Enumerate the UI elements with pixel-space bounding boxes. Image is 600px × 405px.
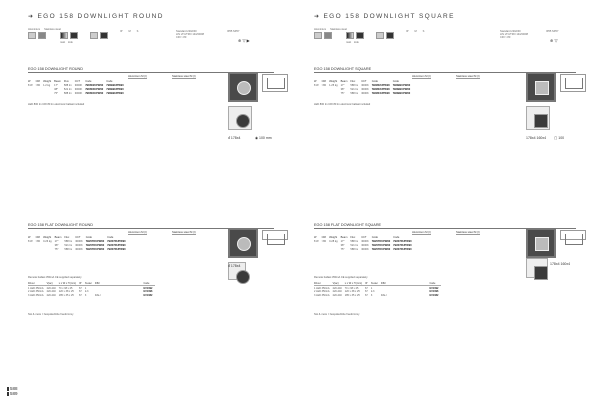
dimensions: 178x4 160x4: [526, 136, 547, 140]
driver-table: [28, 282, 155, 298]
section-title: EGO 158 DOWNLIGHT SQUARE: [314, 67, 576, 73]
ip-rating: IP65 SP67: [227, 30, 240, 33]
table-row: 1 LED 350mA 220-240 70 x 38 x 25 67 1 EV1092: [28, 286, 153, 290]
finish-sublabel: matt: [60, 41, 66, 44]
spec-line: CRI > 80: [500, 36, 511, 40]
finish-swatch: [346, 32, 354, 39]
icon-label: S: [422, 30, 425, 33]
spec-line: CRI > 80: [176, 36, 187, 40]
finish-swatch: [70, 32, 78, 39]
finish-swatch: [28, 32, 36, 39]
finish-head-stainless: Stainless steel M (I): [456, 231, 480, 234]
finish-head-stainless: Stainless steel M (I): [172, 75, 196, 78]
cut-out: ◉ 100 mm: [255, 136, 272, 140]
footer-note: Not & more = bespoke/fobe freeformmy: [314, 313, 360, 316]
page-title: ➜ EGO 158 DOWNLIGHT ROUND: [28, 13, 164, 20]
product-photo: [526, 258, 548, 278]
finish-label: Stainless steel: [330, 28, 347, 31]
section-title: EGO 158 DOWNLIGHT ROUND: [28, 67, 274, 73]
arrow-icon: ➜: [314, 14, 321, 20]
icon-labels: [406, 30, 424, 33]
table-row: 38° 521 lm 3000K 7B207DUPW90 7B207DUPW90: [340, 243, 412, 247]
arrow-icon: ➜: [28, 14, 35, 20]
table-row: 2 LED 350mA 220-240 120 x 38 x 25 67 2-3 EV1096: [314, 290, 439, 294]
section-note: LED 800 lm CRI 80 lm electronic ballast included: [28, 103, 85, 106]
finish-swatch: [356, 32, 364, 39]
table-row: 8 W >80 0.28 kg 17° 588 lm 3000K 7B207DUPW90 7B207DUPW90: [314, 239, 412, 243]
finish-head-stainless: Stainless steel M (I): [172, 231, 196, 234]
table-header-row: W CRI Weight Beam Flux CCT Code Code: [28, 79, 113, 83]
driver-note: Remote ballast 350mA CE supplied separately: [314, 276, 368, 279]
table-row: 8 W >80 1.2 kg 17° 588 lm 3000K 7B0802UPW90 7B0BBUPW90: [28, 83, 124, 87]
table-row: 38° 521 lm 3000K 7B0803UPW90 7B0BBUPW90: [340, 87, 411, 91]
footer-note: Not & more = bespoke/fobe freeformmy: [28, 313, 74, 316]
finish-sublabels: [346, 41, 359, 44]
icon-label: IP: [120, 30, 123, 33]
icon-label: M: [414, 30, 417, 33]
table-row: 1 LED 350mA 220-240 70 x 38 x 25 67 1 EV1092: [314, 286, 439, 290]
finish-swatch: [314, 32, 322, 39]
spec-lines: [176, 30, 204, 40]
finish-head-aluminium: Aluminium M (I): [412, 75, 431, 78]
cut-out: ▢ 100: [554, 136, 565, 140]
finish-label: Aluminium: [314, 28, 327, 31]
technical-drawing: [262, 74, 288, 92]
finish-head-aluminium: Aluminium M (I): [412, 231, 431, 234]
dimensions: 178x4 160x4: [550, 262, 571, 266]
finish-sublabels: [60, 41, 73, 44]
finish-labels: [28, 28, 61, 31]
finish-sublabel: look: [354, 41, 359, 44]
table-row: 75° 588 lm 3000K 7B207DUPW90 7B207DUPW90: [340, 248, 412, 252]
product-photo: [526, 106, 550, 130]
table-row: 38° 521 lm 3000K 7B207DUPW90 7B207DUPW90: [54, 243, 126, 247]
spec-line: LIN LTC/TRO 14/230/08: [500, 33, 528, 37]
spec-table: [314, 79, 413, 96]
driver-table: [314, 282, 441, 298]
finish-head-stainless: Stainless steel M (I): [456, 75, 480, 78]
certification-icons: ⊕ ▽ ▶: [238, 38, 250, 43]
table-header-row: Driver V(ac) L x W x H (mm) IP N.elec DIM Code: [314, 282, 441, 286]
table-header-row: W CRI Weight Beam Flux CCT Code Code: [28, 235, 114, 239]
table-row: 3 LED 350mA 220-240 185 x 35 x 25 67 3 DALI EV1082: [314, 294, 439, 298]
finish-swatch: [38, 32, 46, 39]
spec-table: [28, 235, 129, 252]
icon-labels: [120, 30, 138, 33]
page-numbers: [7, 386, 18, 396]
product-image: [228, 228, 258, 258]
spec-line: LIN LTC/TRO 14/230/08: [176, 33, 204, 37]
finish-swatch: [324, 32, 332, 39]
spec-table: [28, 79, 127, 96]
finish-swatch: [376, 32, 384, 39]
finish-head-aluminium: Aluminium M (I): [128, 231, 147, 234]
product-photo: [228, 106, 252, 130]
dimensions: ᵭ 178x4: [228, 136, 241, 140]
table-row: 3 LED 350mA 220-240 185 x 35 x 25 67 3 DALI EV1082: [28, 294, 153, 298]
table-row: 2 LED 350mA 220-240 120 x 38 x 25 67 2-3 EV1096: [28, 290, 153, 294]
spec-lines: [500, 30, 528, 40]
finish-label: Aluminium: [28, 28, 41, 31]
table-row: 8 W >80 0.26 kg 17° 588 lm 3000K 7B207DUPW90 7B207DUPW90: [28, 239, 126, 243]
finish-swatches: [28, 32, 108, 39]
page-title: ➜ EGO 158 DOWNLIGHT SQUARE: [314, 13, 455, 20]
section-title: EGO 158 FLAT DOWNLIGHT SQUARE: [314, 223, 576, 229]
icon-label: M: [128, 30, 131, 33]
technical-drawing: [560, 74, 586, 92]
table-header-row: Driver V(ac) L x W x H (mm) IP N.elec DIM Code: [28, 282, 155, 286]
table-row: 75° 588 lm 3000K 7B0804UPW90 7B0BBUPW90: [340, 92, 411, 96]
table-row: 75° 588 lm 3000K 7B0804UPW90 7B0BBUPW90: [54, 92, 124, 96]
finish-swatches: [314, 32, 394, 39]
right-page: [300, 0, 600, 405]
table-header-row: W CRI Weight Beam Flux CCT Code Code: [314, 235, 400, 239]
table-row: 38° 521 lm 3000K 7B0803UPW90 7B0BBUPW90: [54, 87, 124, 91]
finish-sublabel: look: [68, 41, 73, 44]
section-note: LED 800 lm CRI 80 lm electronic ballast included: [314, 103, 371, 106]
dimensions: ᵭ 178x4: [228, 264, 241, 268]
finish-label: Stainless steel: [44, 28, 61, 31]
spec-line: Standard 220/240: [500, 30, 521, 33]
product-image: [228, 72, 258, 102]
spec-table: [314, 235, 415, 252]
page-number: 588: [7, 386, 18, 391]
finish-swatch: [386, 32, 394, 39]
section-title: EGO 158 FLAT DOWNLIGHT ROUND: [28, 223, 274, 229]
finish-sublabel: matt: [346, 41, 352, 44]
finish-head-aluminium: Aluminium M (I): [128, 75, 147, 78]
finish-swatch: [60, 32, 68, 39]
technical-drawing: [262, 230, 288, 240]
product-image: [526, 72, 556, 102]
ip-rating: IP65 SP67: [546, 30, 559, 33]
page-bar-icon: [7, 392, 9, 396]
icon-label: IP: [406, 30, 409, 33]
table-header-row: W CRI Weight Beam Flux CCT Code Code: [314, 79, 399, 83]
finish-swatch: [90, 32, 98, 39]
product-image: [526, 228, 556, 258]
finish-labels: [314, 28, 347, 31]
finish-swatch: [100, 32, 108, 39]
driver-note: Remote ballast 350mA CE supplied separately: [28, 276, 82, 279]
technical-drawing: [560, 230, 586, 240]
icon-label: S: [136, 30, 139, 33]
table-row: 75° 588 lm 3000K 7B207DUPW90 7B207DUPW90: [54, 248, 126, 252]
certification-icons: ⊕ ▽: [550, 38, 558, 43]
spec-line: Standard 220/240: [176, 30, 197, 33]
table-row: 8 W >80 1.25 kg 17° 588 lm 3000K 7B0802UPW90 7B0BBUPW90: [314, 83, 411, 87]
page-number: 589: [7, 391, 18, 396]
